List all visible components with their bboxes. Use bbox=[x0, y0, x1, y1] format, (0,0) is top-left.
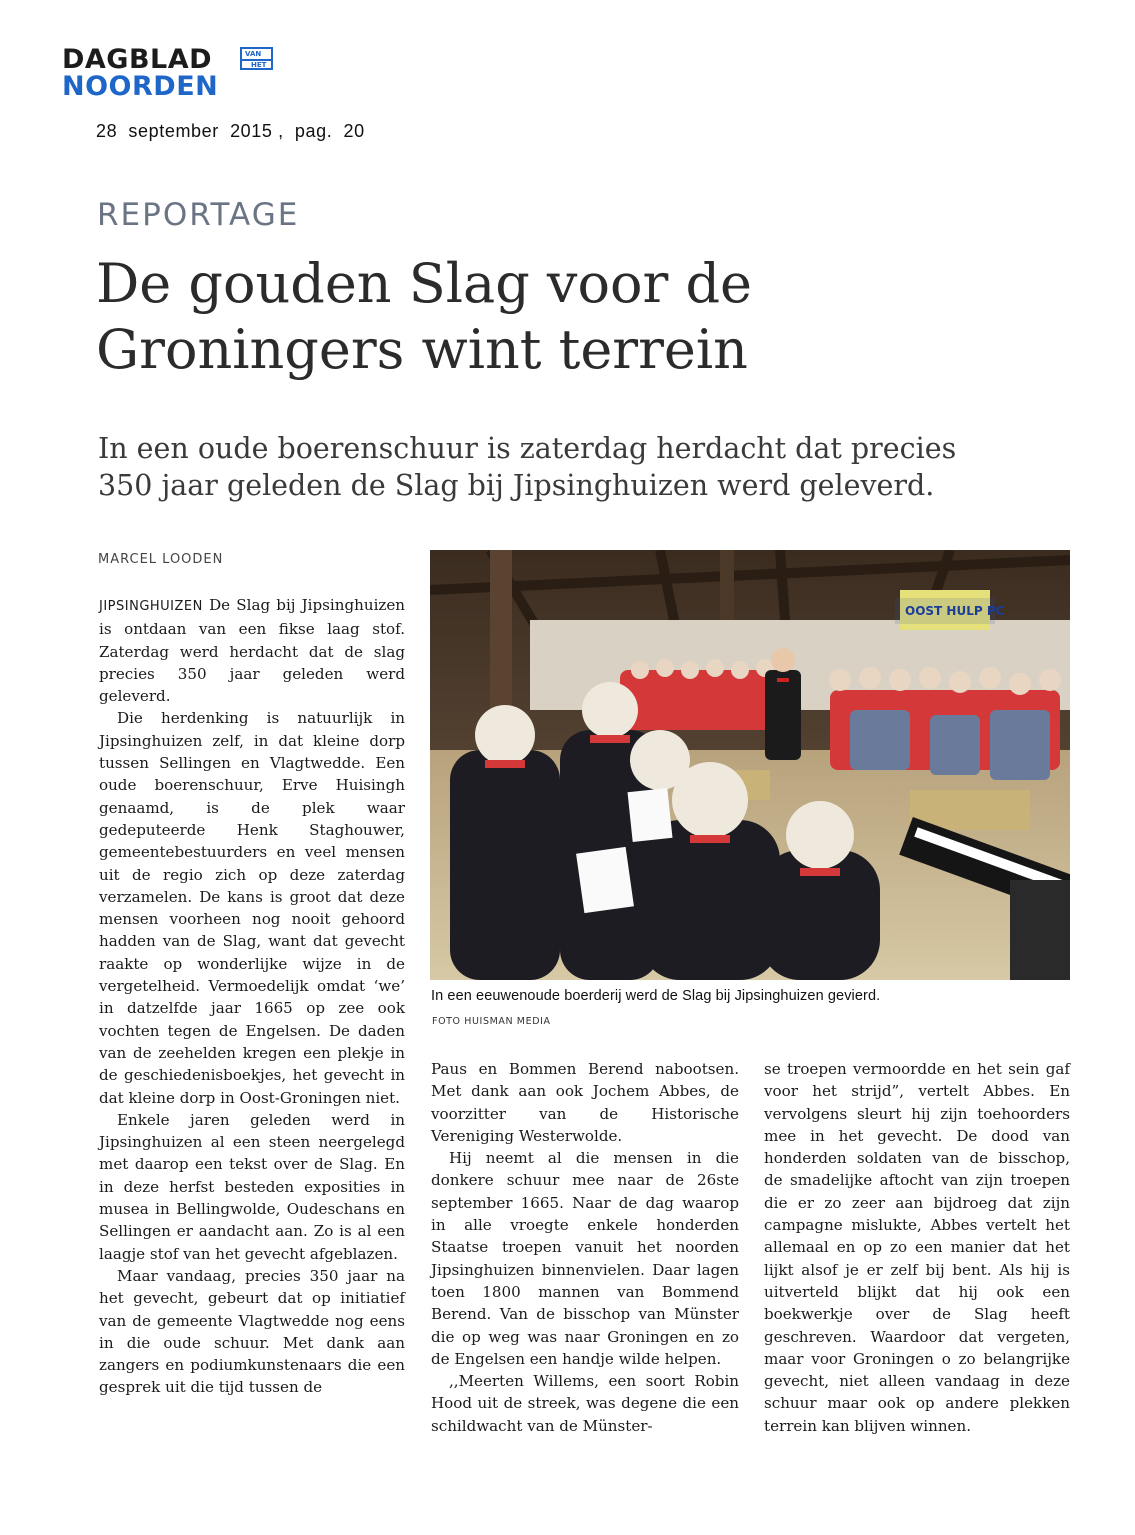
choir-performance-photo bbox=[430, 550, 1070, 980]
masthead-van: VAN bbox=[245, 50, 262, 58]
byline: MARCEL LOODEN bbox=[98, 552, 224, 567]
masthead-logo bbox=[62, 46, 282, 102]
paragraph: Die herdenking is natuurlijk in Jipsinghuizen zelf, in dat kleine dorp tussen Sellingen en Vlagtwedde. Een oude boerenschuur, Erve Huisingh genaamd, is de plek waar gedeputeerde Henk Staghouwer, gemeentebestuurders en veel mensen uit de regio zich op deze zaterdag verzamelen. De kans is groot dat deze mensen voorheen nog nooit gehoord hadden van de Slag, want dat gevecht raakte op wonderlijke wijze in de vergetelheid. Vermoedelijk omdat ‘we’ in datzelfde jaar 1665 op zee ook vochten tegen de Engelsen. De daden van de zeehelden kregen een plekje in de geschiedenisboekjes, het gevecht in dat kleine dorp in Oost-Groningen niet. bbox=[99, 709, 405, 1107]
paragraph: se troepen vermoordde en het sein gaf voor het strijd”, vertelt Abbes. En vervolgens sleurt hij zijn toehoorders mee in het gevecht. De dood van honderden soldaten van de bisschop, de smadelijke aftocht van zijn troepen die er zo zeer aan bijdroeg dat zijn campagne mislukte, Abbes vertelt het allemaal en op zo een manier dat het lijkt alsof je er zelf bij bent. Als hij is uitverteld blijkt dat hij ook een boekwerkje over de Slag heeft geschreven. Waardoor dat vergeten, maar voor Groningen o zo belangrijke gevecht, niet alleen vandaag in deze schuur maar ook op andere plekken terrein kan blijven winnen. bbox=[764, 1060, 1070, 1435]
masthead-het: HET bbox=[251, 61, 267, 69]
headline-line-2: Groningers wint terrein bbox=[96, 318, 748, 381]
paragraph: Maar vandaag, precies 350 jaar na het gevecht, gebeurt dat op initiatief van de gemeente Vlagtwedde nog eens in die oude schuur. Met dank aan zangers en podiumkunstenaars die een gesprek uit die tijd tussen de bbox=[99, 1266, 405, 1397]
intro bbox=[98, 430, 1108, 504]
paragraph bbox=[99, 594, 405, 707]
masthead-line-2 bbox=[62, 73, 218, 100]
body-column-2 bbox=[431, 1058, 739, 1437]
section-kicker: REPORTAGE bbox=[97, 197, 300, 233]
paragraph: ,,Meerten Willems, een soort Robin Hood uit de streek, was degene die een schildwacht van de Münster- bbox=[431, 1372, 739, 1435]
photo-caption: In een eeuwenoude boerderij werd de Slag bij Jipsinghuizen gevierd. bbox=[431, 988, 881, 1004]
dateline-city: JIPSINGHUIZEN bbox=[99, 599, 203, 614]
intro-line-2: 350 jaar geleden de Slag bij Jipsinghuizen werd geleverd. bbox=[98, 469, 935, 502]
photo-credit: FOTO HUISMAN MEDIA bbox=[432, 1016, 551, 1027]
masthead-van-het-box bbox=[240, 47, 273, 70]
intro-line-1: In een oude boerenschuur is zaterdag herdacht dat precies bbox=[98, 432, 957, 465]
article-photo bbox=[430, 550, 1070, 980]
headline bbox=[96, 251, 1096, 383]
paragraph: Paus en Bommen Berend nabootsen. Met dank aan ook Jochem Abbes, de voorzitter van de Historische Vereniging Westerwolde. bbox=[431, 1060, 739, 1145]
body-column-3 bbox=[764, 1058, 1070, 1437]
paragraph-text: De Slag bij Jipsinghuizen is ontdaan van een fikse laag stof. Zaterdag werd herdacht dat de slag precies 350 jaar geleden werd geleverd. bbox=[99, 596, 405, 706]
paragraph: Enkele jaren geleden werd in Jipsinghuizen al een steen neergelegd met daarop een tekst over de Slag. En in deze herfst besteden exposities in musea in Bellingwolde, Oudeschans en Sellingen er aandacht aan. Zo is al een laagje stof van het gevecht afgeblazen. bbox=[99, 1110, 405, 1263]
headline-line-1: De gouden Slag voor de bbox=[96, 252, 752, 315]
edition-dateline: 28 september 2015 , pag. 20 bbox=[96, 121, 365, 141]
masthead-line-1: DAGBLAD bbox=[62, 44, 213, 75]
masthead-line-2-text: NOORDEN bbox=[62, 71, 219, 102]
body-column-1 bbox=[99, 594, 405, 1399]
banner-text: OOST HULP PC bbox=[905, 604, 1005, 618]
paragraph: Hij neemt al die mensen in die donkere schuur mee naar de 26ste september 1665. Naar de dag waarop in alle vroegte enkele honderden Staatse troepen vanuit het noorden Jipsinghuizen binnenvielen. Daar lagen toen 1800 mannen van Bommend Berend. Van de bisschop van Münster die op weg was naar Groningen en zo de Engelsen een handje wilde helpen. bbox=[431, 1149, 739, 1368]
